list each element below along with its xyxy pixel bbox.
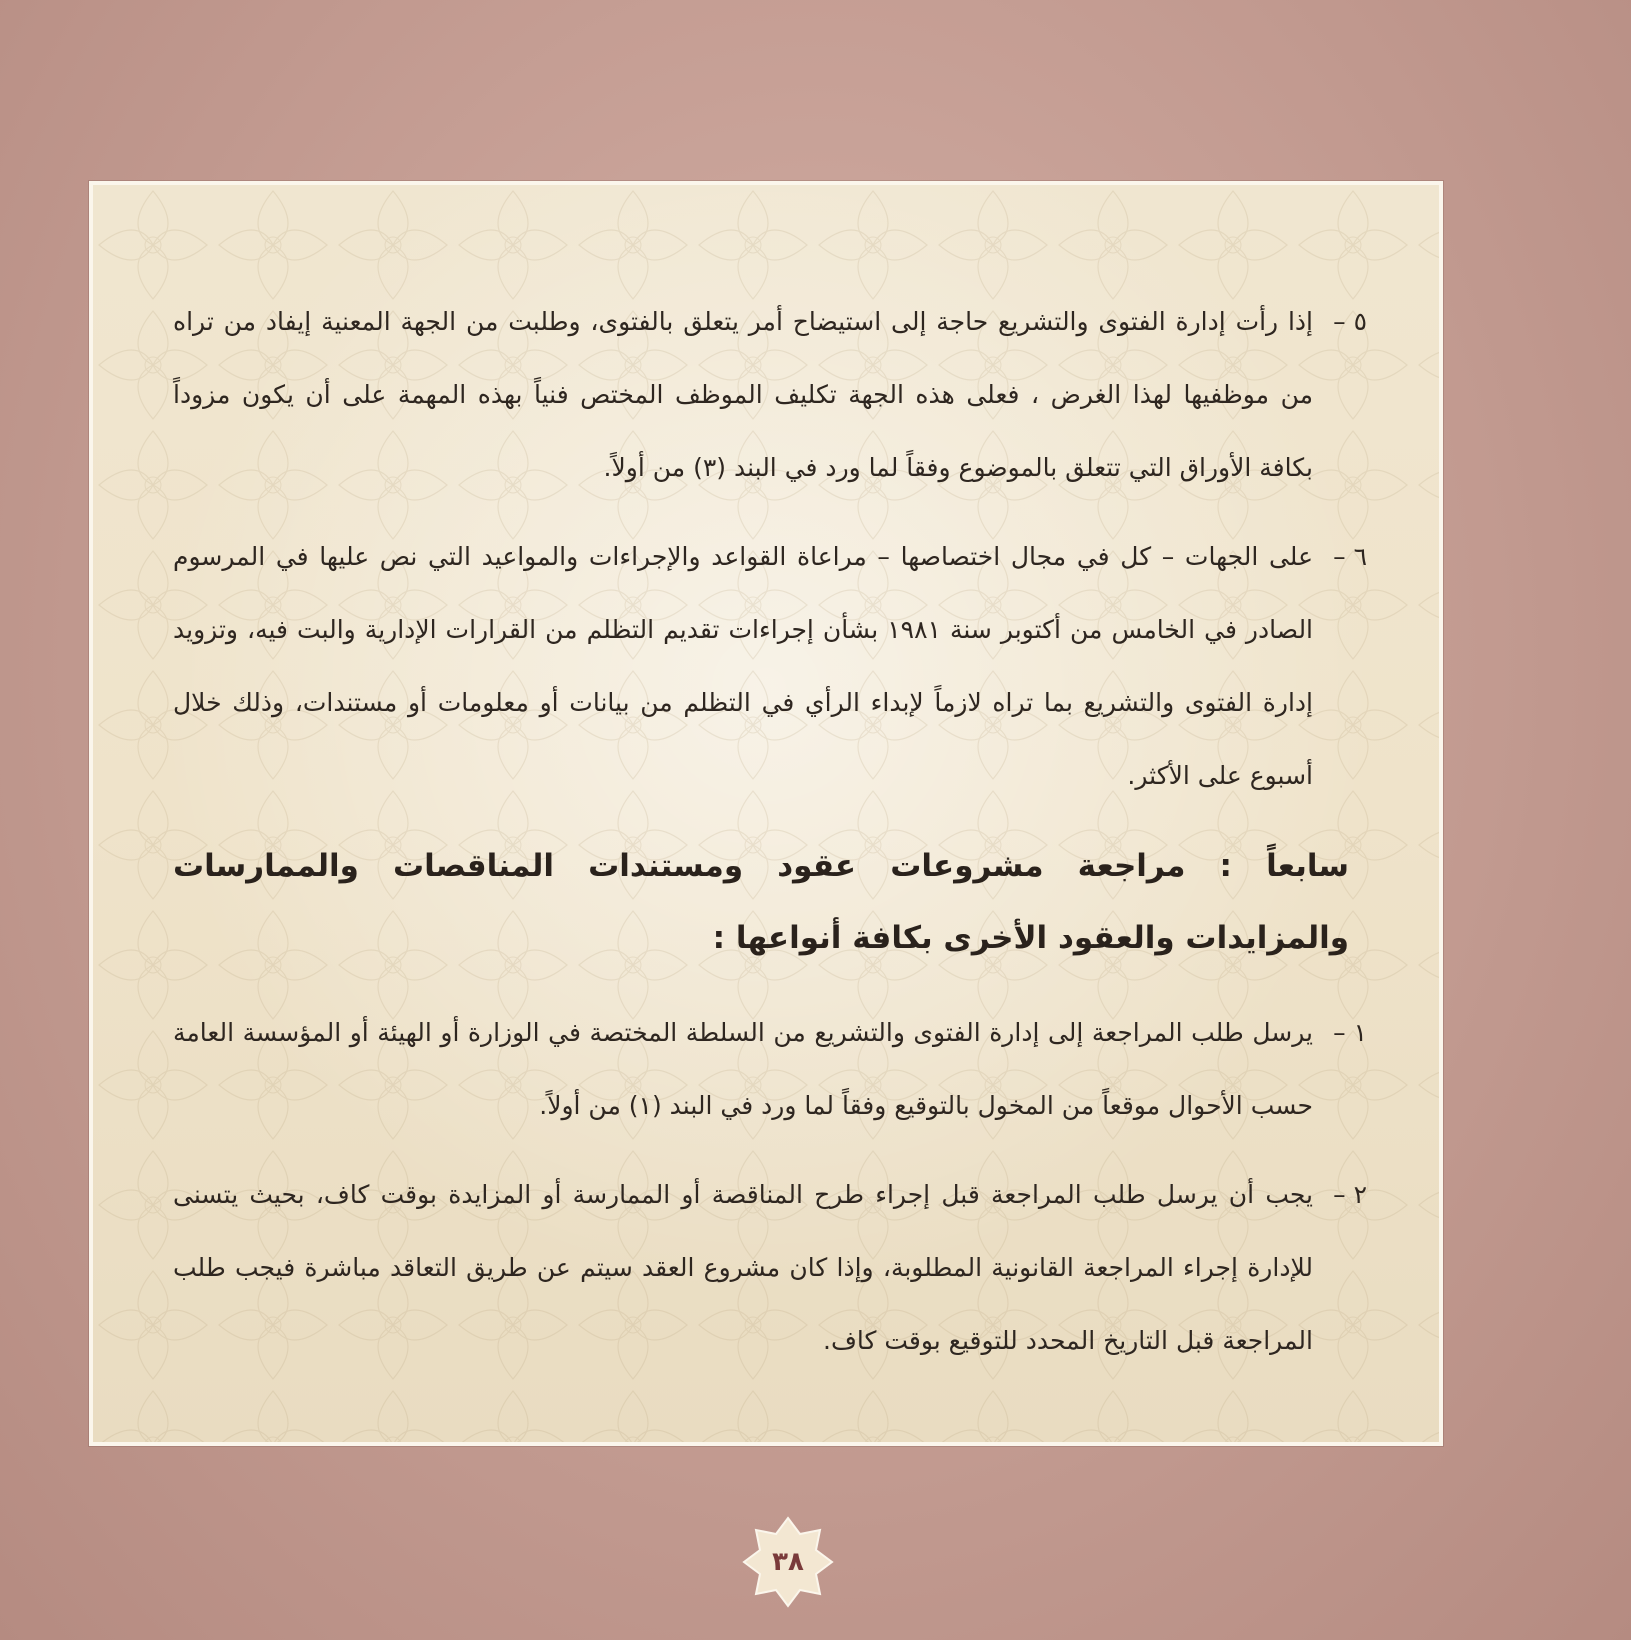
item-text: إذا رأت إدارة الفتوى والتشريع حاجة إلى استيضاح أمر يتعلق بالفتوى، وطلبت من الجهة المعنية إيفاد من تراه من موظفيها لهذا الغرض ، فعلى هذه الجهة تكليف الموظف المختص فنياً بهذه المهمة على أن يكون مزوداً بكافة الأوراق التي تتعلق بالموضوع وفقاً لما ورد في البند (٣) من أولاً. — [173, 307, 1313, 482]
section-heading: سابعاً : مراجعة مشروعات عقود ومستندات المناقصات والممارسات والمزايدات والعقود الأخرى بكافة أنواعها : — [173, 848, 1349, 956]
item-text: يرسل طلب المراجعة إلى إدارة الفتوى والتشريع من السلطة المختصة في الوزارة أو الهيئة أو المؤسسة العامة حسب الأحوال موقعاً من المخول بالتوقيع وفقاً لما ورد في البند (١) من أولاً. — [173, 1018, 1313, 1120]
item-number: ١ – — [1333, 1018, 1367, 1047]
page-number-badge — [742, 1516, 834, 1608]
item-number: ٥ – — [1333, 307, 1367, 336]
item-text: على الجهات – كل في مجال اختصاصها – مراعاة القواعد والإجراءات والمواعيد التي نص عليها في المرسوم الصادر في الخامس من أكتوبر سنة ١٩٨١ بشأن إجراءات تقديم التظلم من القرارات الإدارية والبت فيه، وتزويد إدارة الفتوى والتشريع بما تراه لازماً لإبداء الرأي في التظلم من بيانات أو معلومات أو مستندات، وذلك خلال أسبوع على الأكثر. — [173, 542, 1314, 790]
page-number: ٣٨ — [772, 1547, 804, 1577]
content-panel — [89, 181, 1443, 1446]
list-item — [173, 285, 1367, 504]
item-text: يجب أن يرسل طلب المراجعة قبل إجراء طرح المناقصة أو الممارسة أو المزايدة بوقت كاف، بحيث يتسنى للإدارة إجراء المراجعة القانونية المطلوبة، وإذا كان مشروع العقد سيتم عن طريق التعاقد مباشرة فيجب طلب المراجعة قبل التاريخ المحدد للتوقيع بوقت كاف. — [173, 1180, 1313, 1355]
item-number: ٦ – — [1333, 542, 1367, 571]
item-number: ٢ – — [1333, 1180, 1367, 1209]
document-body — [173, 285, 1367, 1377]
list-item — [173, 1158, 1367, 1377]
list-item — [173, 996, 1367, 1142]
list-item — [173, 520, 1367, 812]
